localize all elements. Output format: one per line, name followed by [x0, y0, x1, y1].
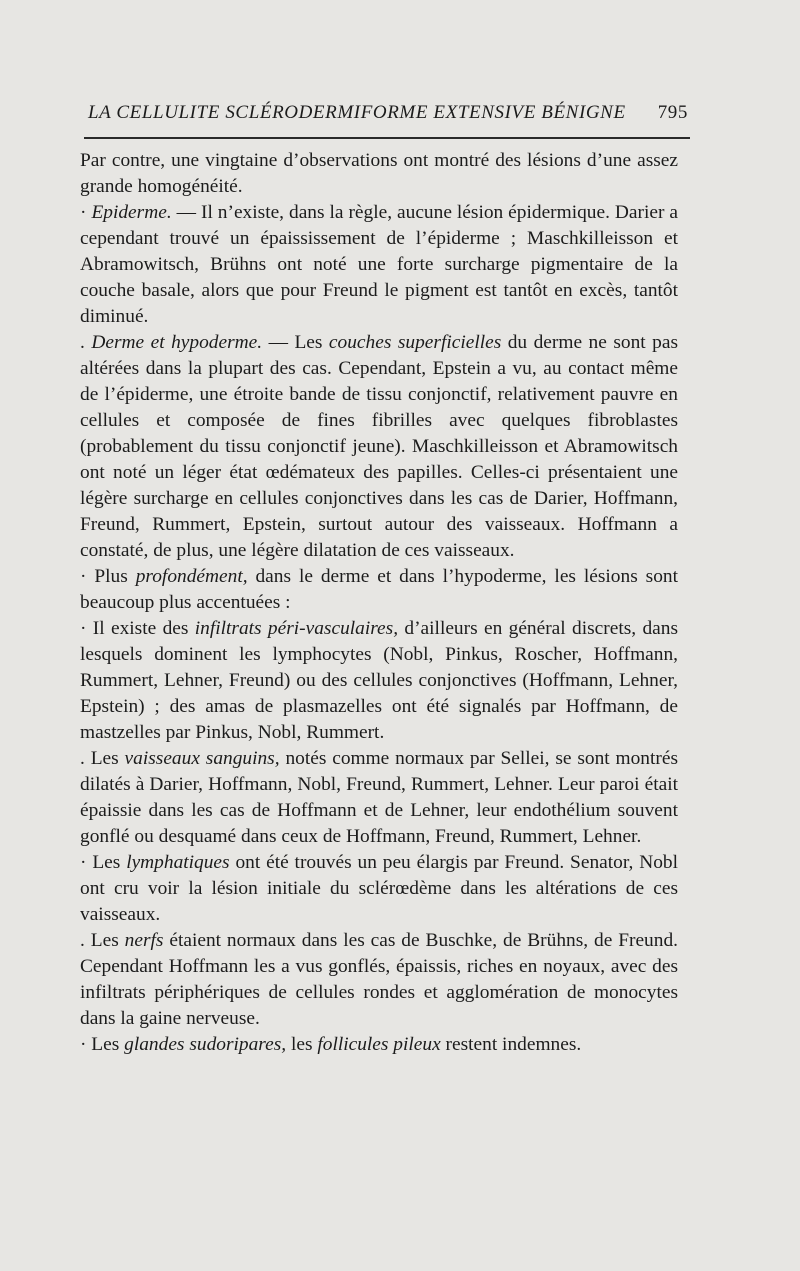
paragraph: [80, 1032, 678, 1058]
text-run: .: [80, 332, 92, 353]
page-number: 795: [657, 102, 688, 123]
text-run: dans le derme et dans l’hypoderme, les lésions sont beaucoup plus accentuées :: [80, 566, 678, 613]
text-run: étaient normaux dans les cas de Buschke, de Brühns, de Freund. Cependant Hoffmann les a vus gonflés, épaissis, riches en noyaux, avec des infiltrats périphériques de cellules rondes et agglomération de monocytes dans la gaine nerveuse.: [80, 930, 678, 1029]
text-run: — Il n’existe, dans la règle, aucune lésion épidermique. Darier a cependant trouvé un épaississement de l’épiderme ; Maschkilleisson et Abramowitsch, Brühns ont noté une forte surcharge pigmentaire de la couche basale, alors que pour Freund le pigment est tantôt en excès, tantôt diminué.: [80, 202, 678, 327]
running-header: [88, 102, 688, 124]
text-run: ont été trouvés un peu élargis par Freund. Senator, Nobl ont cru voir la lésion initiale du sclérœdème dans les altérations de ces vaisseaux.: [80, 852, 678, 925]
italic-term: nerfs: [124, 930, 164, 951]
body-text: [80, 148, 678, 1058]
text-run: les: [286, 1034, 318, 1055]
paragraph: [80, 850, 678, 928]
text-run: . Les: [80, 930, 125, 951]
header-rule: [84, 137, 690, 139]
italic-term: couches superficielles: [328, 332, 502, 353]
italic-term: vaisseaux sanguins,: [124, 748, 280, 769]
italic-term: profondément,: [135, 566, 248, 587]
paragraph: [80, 330, 678, 564]
italic-term: lymphatiques: [126, 852, 230, 873]
text-run: notés comme normaux par Sellei, se sont montrés dilatés à Darier, Hoffmann, Nobl, Freund, Rummert, Lehner. Leur paroi était épaissie dans les cas de Hoffmann et de Lehner, leur endothélium souvent gonflé ou desquamé dans ceux de Hoffmann, Freund, Rummert, Lehner.: [80, 748, 678, 847]
text-run: · Il existe des: [80, 618, 195, 639]
text-run: Par contre, une vingtaine d’observations ont montré des lésions d’une assez grande homogénéité.: [80, 150, 678, 197]
text-run: du derme ne sont pas altérées dans la plupart des cas. Cependant, Epstein a vu, au contact même de l’épiderme, une étroite bande de tissu conjonctif, relativement pauvre en cellules et composée de fines fibrilles avec quelques fibroblastes (probablement du tissu conjonctif jeune). Maschkilleisson et Abramowitsch ont noté un léger état œdémateux des papilles. Celles-ci présentaient une légère surcharge en cellules conjonctives dans les cas de Darier, Hoffmann, Freund, Rummert, Epstein, surtout autour des vaisseaux. Hoffmann a constaté, de plus, une légère dilatation de ces vaisseaux.: [80, 332, 678, 561]
italic-term: Epiderme.: [91, 202, 172, 223]
text-run: · Les: [80, 852, 127, 873]
paragraph: [80, 616, 678, 746]
running-title: LA CELLULITE SCLÉRODERMIFORME EXTENSIVE BÉNIGNE: [88, 102, 626, 123]
italic-term: follicules pileux: [317, 1034, 441, 1055]
italic-term: Derme et hypoderme.: [91, 332, 263, 353]
text-run: — Les: [262, 332, 329, 353]
paragraph: [80, 564, 678, 616]
text-run: . Les: [80, 748, 125, 769]
paragraph: [80, 200, 678, 330]
italic-term: infiltrats péri-vasculaires,: [194, 618, 399, 639]
paragraph: [80, 148, 678, 200]
text-run: restent indemnes.: [440, 1034, 582, 1055]
paragraph: [80, 746, 678, 850]
text-run: · Les: [80, 1034, 125, 1055]
text-run: ·: [80, 202, 92, 223]
italic-term: glandes sudoripares,: [124, 1034, 287, 1055]
text-run: · Plus: [80, 566, 136, 587]
text-run: d’ailleurs en général discrets, dans lesquels dominent les lymphocytes (Nobl, Pinkus, Roscher, Hoffmann, Rummert, Lehner, Freund) ou des cellules conjonctives (Hoffmann, Lehner, Epstein) ; des amas de plasmazelles ont été signalés par Hoffmann, de mastzelles par Pinkus, Nobl, Rummert.: [80, 618, 678, 743]
paragraph: [80, 928, 678, 1032]
